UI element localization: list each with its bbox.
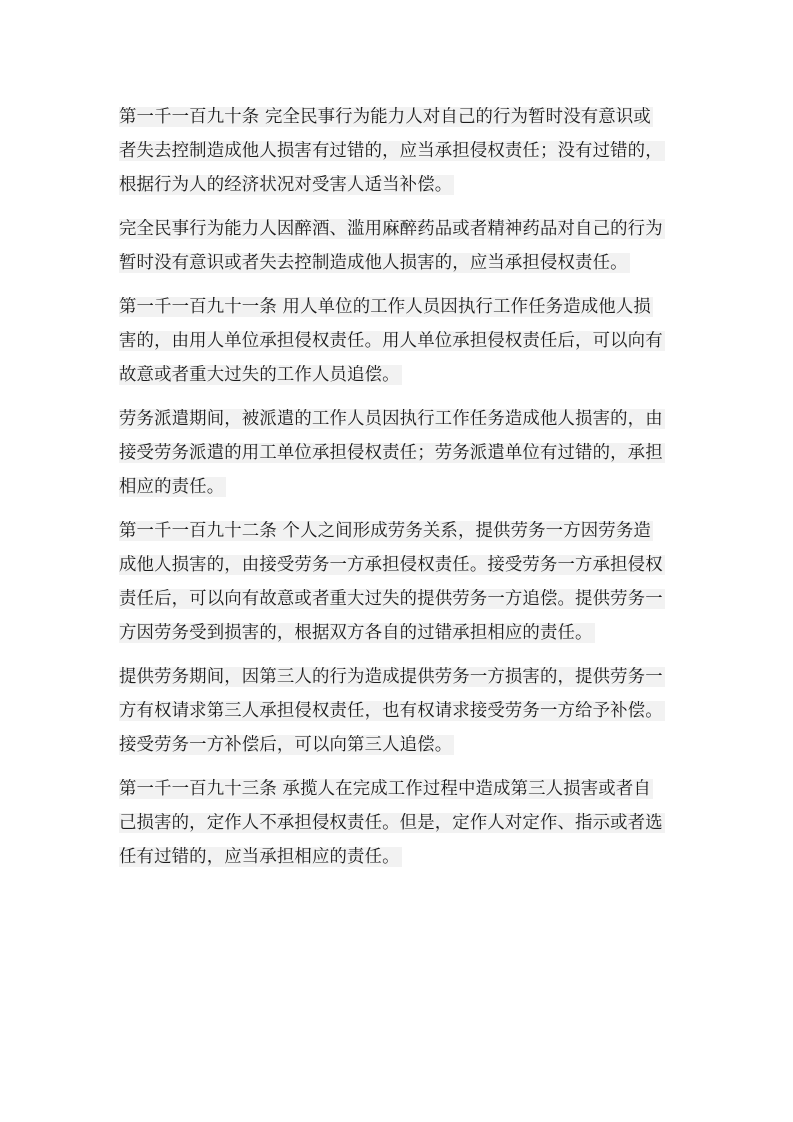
text-line: 第一千一百九十条 完全民事行为能力人对自己的行为暂时没有意识或 [119,107,651,127]
text-line: 第一千一百九十一条 用人单位的工作人员因执行工作任务造成他人损 [119,297,651,317]
text-line: 暂时没有意识或者失去控制造成他人损害的，应当承担侵权责任。 [119,253,628,273]
text-line: 方有权请求第三人承担侵权责任，也有权请求接受劳务一方给予补偿。 [119,701,663,721]
article-1192-paragraph-2 [119,660,679,762]
text-line: 提供劳务期间，因第三人的行为造成提供劳务一方损害的，提供劳务一 [119,667,663,687]
article-1190-paragraph-1 [119,100,679,202]
article-1192-paragraph-1 [119,514,679,650]
text-line: 己损害的，定作人不承担侵权责任。但是，定作人对定作、指示或者选 [119,813,663,833]
text-line: 故意或者重大过失的工作人员追偿。 [119,365,400,385]
document-body [119,100,679,884]
text-line: 第一千一百九十三条 承揽人在完成工作过程中造成第三人损害或者自 [119,779,651,799]
text-line: 接受劳务派遣的用工单位承担侵权责任；劳务派遣单位有过错的，承担 [119,443,663,463]
text-line: 责任后，可以向有故意或者重大过失的提供劳务一方追偿。提供劳务一 [119,589,663,609]
text-line: 者失去控制造成他人损害有过错的，应当承担侵权责任；没有过错的， [119,141,663,161]
text-line: 害的，由用人单位承担侵权责任。用人单位承担侵权责任后，可以向有 [119,331,663,351]
text-line: 相应的责任。 [119,477,225,497]
text-line: 方因劳务受到损害的，根据双方各自的过错承担相应的责任。 [119,623,593,643]
text-line: 劳务派遣期间，被派遣的工作人员因执行工作任务造成他人损害的，由 [119,409,663,429]
text-line: 成他人损害的，由接受劳务一方承担侵权责任。接受劳务一方承担侵权 [119,555,663,575]
text-line: 第一千一百九十二条 个人之间形成劳务关系，提供劳务一方因劳务造 [119,521,651,541]
text-line: 完全民事行为能力人因醉酒、滥用麻醉药品或者精神药品对自己的行为 [119,219,663,239]
article-1193-paragraph-1 [119,772,679,874]
article-1191-paragraph-2 [119,402,679,504]
article-1191-paragraph-1 [119,290,679,392]
article-1190-paragraph-2 [119,212,679,280]
text-line: 任有过错的，应当承担相应的责任。 [119,847,400,867]
text-line: 根据行为人的经济状况对受害人适当补偿。 [119,175,453,195]
text-line: 接受劳务一方补偿后，可以向第三人追偿。 [119,735,453,755]
